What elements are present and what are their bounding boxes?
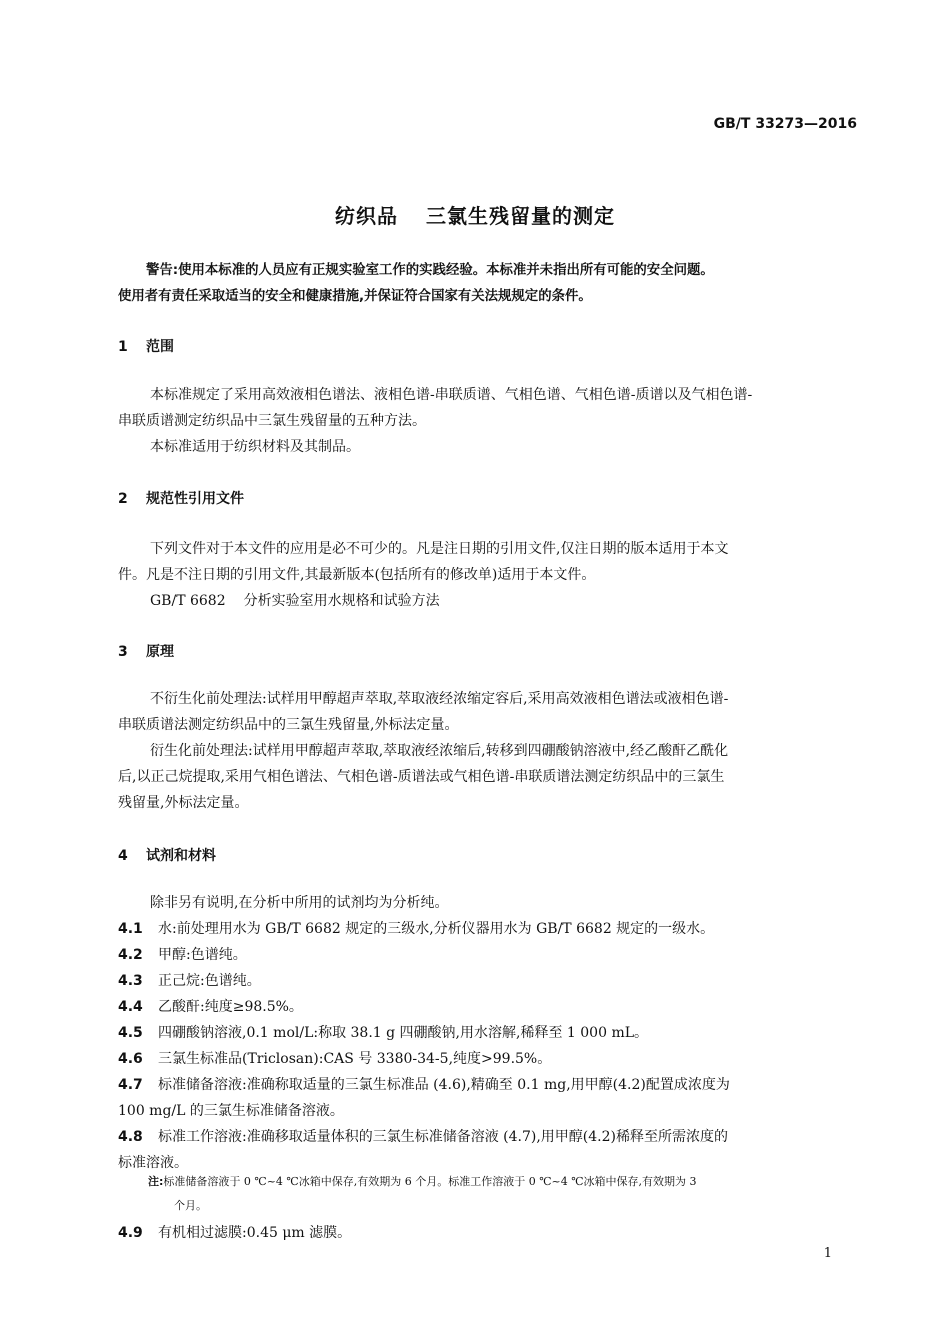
note-text: 标准储备溶液于 0 ℃~4 ℃冰箱中保存,有效期为 6 个月。标准工作溶液于 0 ℃~4 ℃冰箱中保存,有效期为 3: [163, 1175, 697, 1188]
item-number: 4.7: [118, 1077, 143, 1093]
list-item: [118, 1046, 858, 1072]
section-1-body: [118, 382, 858, 460]
section-number: 2: [118, 491, 128, 507]
warning-line-1: 警告:使用本标准的人员应有正规实验室工作的实践经验。本标准并未指出所有可能的安全问题。: [146, 263, 714, 278]
list-item: [118, 994, 858, 1020]
item-number: 4.1: [118, 921, 143, 937]
paragraph-line: 本标准适用于纺织材料及其制品。: [150, 439, 360, 455]
note: [148, 1170, 860, 1218]
page-number: 1: [823, 1246, 832, 1261]
paragraph-line: 不衍生化前处理法:试样用甲醇超声萃取,萃取液经浓缩定容后,采用高效液相色谱法或液相色谱-: [150, 691, 729, 707]
item-text: 甲醇:色谱纯。: [158, 947, 247, 963]
section-number: 4: [118, 848, 128, 864]
section-4-heading: [118, 845, 216, 865]
section-number: 1: [118, 339, 128, 355]
item-text: 水:前处理用水为 GB/T 6682 规定的三级水,分析仪器用水为 GB/T 6682 规定的一级水。: [158, 921, 715, 937]
item-text: 标准储备溶液:准确称取适量的三氯生标准品 (4.6),精确至 0.1 mg,用甲醇(4.2)配置成浓度为: [158, 1077, 730, 1093]
paragraph-line: 串联质谱测定纺织品中三氯生残留量的五种方法。: [118, 413, 426, 429]
standard-number: GB/T 33273—2016: [713, 116, 857, 132]
normative-reference: [118, 588, 858, 614]
warning-block: [118, 258, 858, 310]
section-3-body: [118, 686, 858, 816]
section-4-intro: [118, 890, 858, 916]
section-number: 3: [118, 644, 128, 660]
item-number: 4.2: [118, 947, 143, 963]
note-text-continued: 个月。: [174, 1199, 207, 1212]
item-text: 标准工作溶液:准确移取适量体积的三氯生标准储备溶液 (4.7),用甲醇(4.2)稀释至所需浓度的: [158, 1129, 728, 1145]
warning-line-2: 使用者有责任采取适当的安全和健康措施,并保证符合国家有关法规规定的条件。: [118, 289, 592, 304]
title-part-1: 纺织品: [335, 204, 398, 228]
paragraph-line: 后,以正己烷提取,采用气相色谱法、气相色谱-质谱法或气相色谱-串联质谱法测定纺织品中的三氯生: [118, 769, 725, 785]
section-title: 范围: [146, 339, 174, 355]
item-text-continued: 100 mg/L 的三氯生标准储备溶液。: [118, 1103, 344, 1119]
item-text: 正己烷:色谱纯。: [158, 973, 261, 989]
paragraph-line: 残留量,外标法定量。: [118, 795, 249, 811]
list-item: [118, 968, 858, 994]
document-title: [0, 200, 950, 229]
item-number: 4.9: [118, 1225, 143, 1241]
item-text-continued: 标准溶液。: [118, 1155, 188, 1171]
paragraph-line: 下列文件对于本文件的应用是必不可少的。凡是注日期的引用文件,仅注日期的版本适用于本文: [150, 541, 729, 557]
item-text: 三氯生标准品(Triclosan):CAS 号 3380-34-5,纯度>99.5%。: [158, 1051, 552, 1067]
reference-code: GB/T 6682: [150, 593, 226, 609]
section-1-heading: [118, 336, 174, 356]
section-2-body: [118, 536, 858, 614]
section-title: 规范性引用文件: [146, 491, 244, 507]
note-label: 注:: [148, 1175, 164, 1188]
list-item: [118, 1020, 858, 1046]
item-number: 4.5: [118, 1025, 143, 1041]
item-text: 有机相过滤膜:0.45 μm 滤膜。: [158, 1225, 352, 1241]
item-number: 4.3: [118, 973, 143, 989]
paragraph-line: 串联质谱法测定纺织品中的三氯生残留量,外标法定量。: [118, 717, 459, 733]
section-3-heading: [118, 641, 174, 661]
reference-title: 分析实验室用水规格和试验方法: [243, 593, 440, 609]
section-2-heading: [118, 488, 244, 508]
paragraph-line: 件。凡是不注日期的引用文件,其最新版本(包括所有的修改单)适用于本文件。: [118, 567, 596, 583]
item-number: 4.8: [118, 1129, 143, 1145]
list-item: [118, 916, 858, 942]
title-part-2: 三氯生残留量的测定: [426, 204, 615, 228]
item-number: 4.6: [118, 1051, 143, 1067]
section-title: 原理: [146, 644, 174, 660]
list-item: [118, 1072, 858, 1124]
list-item: [118, 942, 858, 968]
item-text: 乙酸酐:纯度≥98.5%。: [158, 999, 303, 1015]
paragraph-line: 衍生化前处理法:试样用甲醇超声萃取,萃取液经浓缩后,转移到四硼酸钠溶液中,经乙酸酐乙酰化: [150, 743, 729, 759]
item-text: 四硼酸钠溶液,0.1 mol/L:称取 38.1 g 四硼酸钠,用水溶解,稀释至 1 000 mL。: [158, 1025, 649, 1041]
list-item: [118, 1220, 858, 1246]
paragraph-line: 本标准规定了采用高效液相色谱法、液相色谱-串联质谱、气相色谱、气相色谱-质谱以及气相色谱-: [150, 387, 753, 403]
paragraph-line: 除非另有说明,在分析中所用的试剂均为分析纯。: [150, 895, 449, 911]
section-title: 试剂和材料: [146, 848, 216, 864]
list-item: [118, 1124, 858, 1176]
item-number: 4.4: [118, 999, 143, 1015]
